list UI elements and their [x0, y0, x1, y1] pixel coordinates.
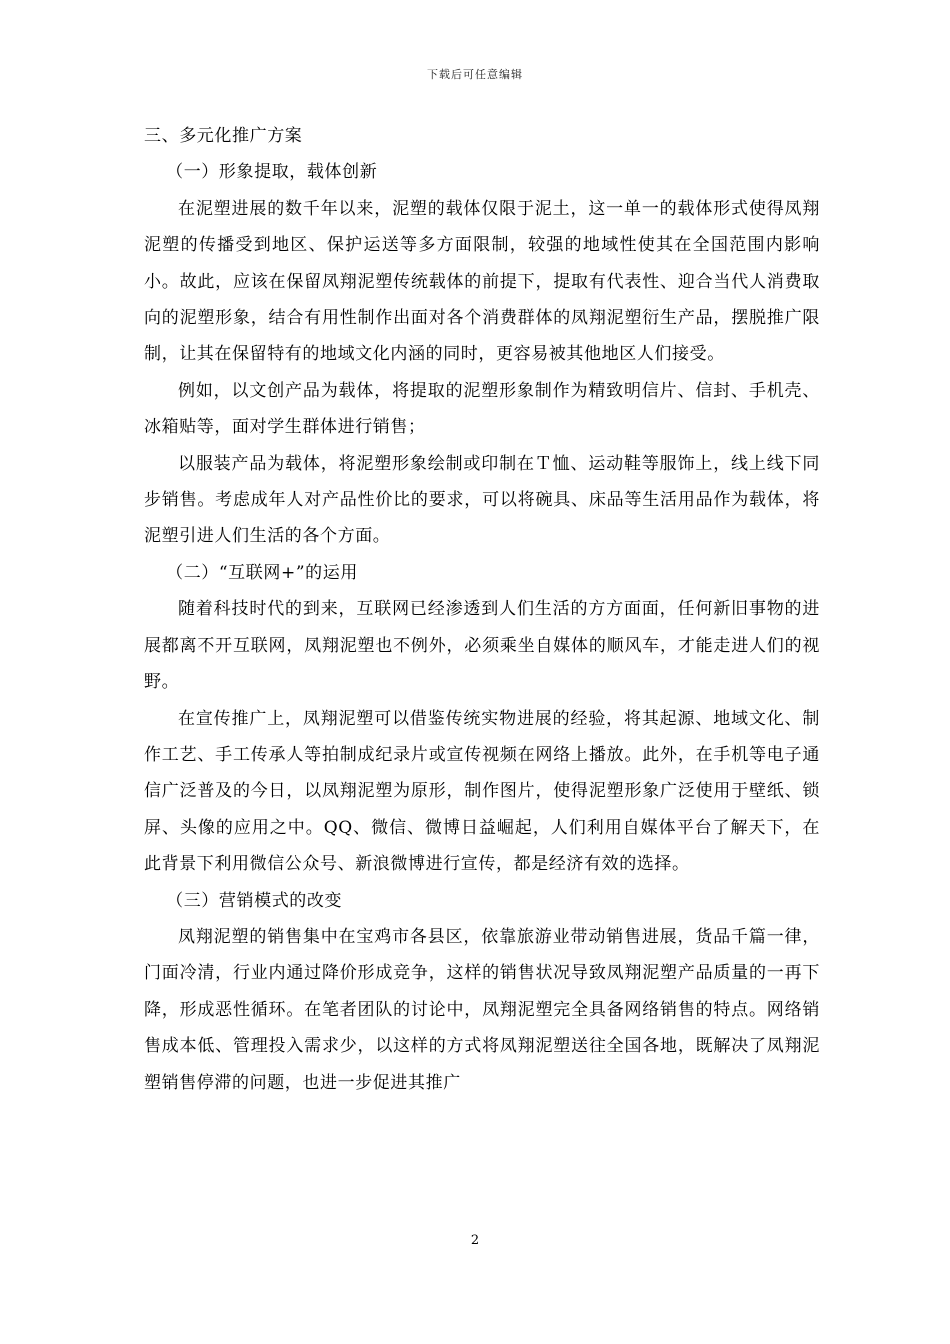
- paragraph-5: 在宣传推广上，凤翔泥塑可以借鉴传统实物进展的经验，将其起源、地域文化、制作工艺、手工传承人等拍制成纪录片或宣传视频在网络上播放。此外，在手机等电子通信广泛普及的今日，以凤翔泥塑为原形，制作图片，使得泥塑形象广泛使用于壁纸、锁屏、头像的应用之中。QQ、微信、微博日益崛起，人们利用自媒体平台了解天下，在此背景下利用微信公众号、新浪微博进行宣传，都是经济有效的选择。: [144, 708, 820, 875]
- paragraph-3: 以服装产品为载体，将泥塑形象绘制或印制在Ｔ恤、运动鞋等服饰上，线上线下同步销售。考虑成年人对产品性价比的要求，可以将碗具、床品等生活用品作为载体，将泥塑引进人们生活的各个方面。: [144, 453, 820, 547]
- section-heading: 三、多元化推广方案: [144, 126, 303, 146]
- header-note: 下载后可任意编辑: [427, 68, 523, 81]
- paragraph-4: 随着科技时代的到来，互联网已经渗透到人们生活的方方面面，任何新旧事物的进展都离不开互联网，凤翔泥塑也不例外，必须乘坐自媒体的顺风车，才能走进人们的视野。: [144, 599, 820, 693]
- document-body: [144, 118, 820, 1101]
- page-number: 2: [470, 1233, 480, 1248]
- subsection-heading-3: （三）营销模式的改变: [166, 890, 343, 911]
- paragraph-6: 凤翔泥塑的销售集中在宝鸡市各县区，依靠旅游业带动销售进展，货品千篇一律，门面冷清，行业内通过降价形成竞争，这样的销售状况导致凤翔泥塑产品质量的一再下降，形成恶性循环。在笔者团队的讨论中，凤翔泥塑完全具备网络销售的特点。网络销售成本低、管理投入需求少，以这样的方式将凤翔泥塑送往全国各地，既解决了凤翔泥塑销售停滞的问题，也进一步促进其推广: [144, 926, 820, 1093]
- paragraph-2: 例如，以文创产品为载体，将提取的泥塑形象制作为精致明信片、信封、手机壳、冰箱贴等，面对学生群体进行销售；: [144, 380, 820, 438]
- paragraph-1: 在泥塑进展的数千年以来，泥塑的载体仅限于泥土，这一单一的载体形式使得凤翔泥塑的传播受到地区、保护运送等多方面限制，较强的地域性使其在全国范围内影响小。故此，应该在保留凤翔泥塑传统载体的前提下，提取有代表性、迎合当代人消费取向的泥塑形象，结合有用性制作出面对各个消费群体的凤翔泥塑衍生产品，摆脱推广限制，让其在保留特有的地域文化内涵的同时，更容易被其他地区人们接受。: [144, 198, 820, 365]
- subsection-heading-2: （二）“互联网+”的运用: [166, 562, 358, 583]
- subsection-heading-1: （一）形象提取，载体创新: [166, 162, 378, 183]
